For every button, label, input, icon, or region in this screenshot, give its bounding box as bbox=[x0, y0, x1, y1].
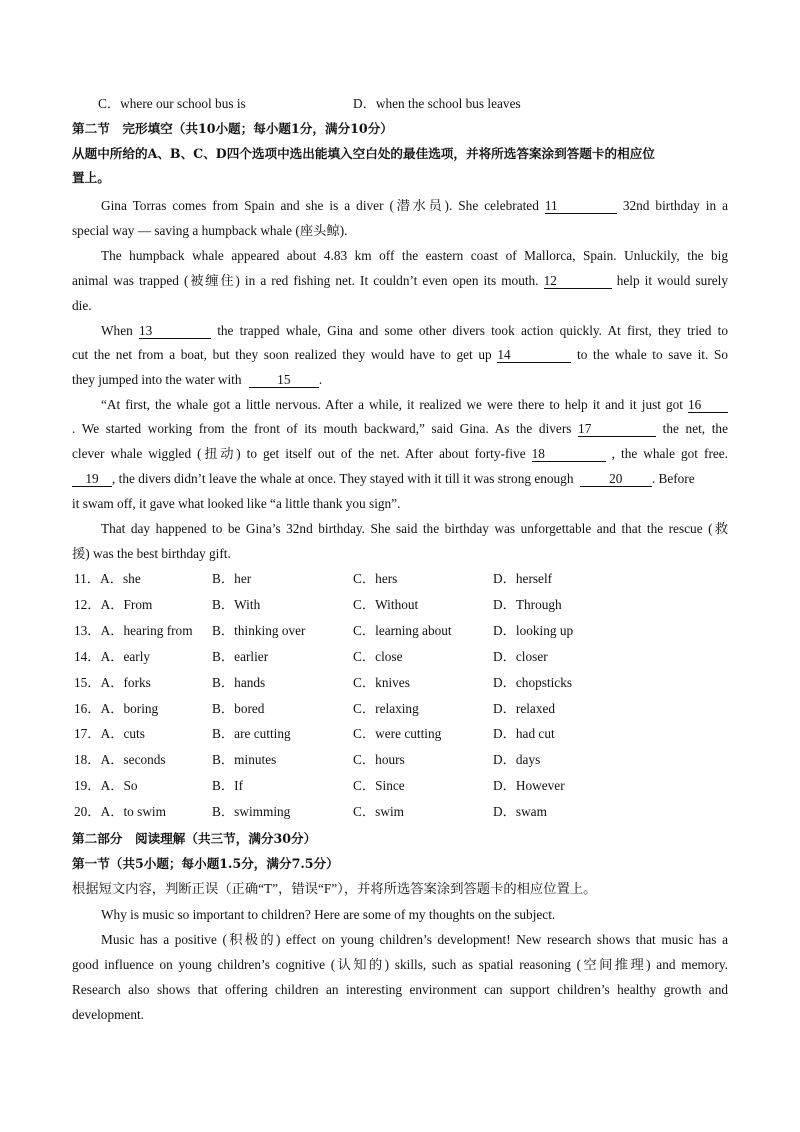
passage-line: 19 , the divers didn’t leave the whale at once. They stayed with it till it was strong enough 20 . Before bbox=[72, 471, 728, 487]
option-c: C．knives bbox=[353, 674, 410, 690]
part-heading: 第二部分 阅读理解（共三节，满分30分） bbox=[72, 831, 317, 846]
option-a: 16．A．boring bbox=[74, 700, 159, 716]
option-c: C．close bbox=[353, 648, 403, 664]
option-b: B．If bbox=[212, 778, 244, 794]
passage-line: cut the net from a boat, but they soon realized they would have to get up 14 to the whale to save it. So bbox=[72, 347, 728, 362]
passage-line: “At first, the whale got a little nervous. After a while, it realized we were there to help it and it just got 16 bbox=[101, 397, 728, 413]
option-b: B．are cutting bbox=[212, 726, 291, 742]
option-a: 12．A．From bbox=[74, 596, 153, 612]
option-a: 13．A．hearing from bbox=[74, 622, 193, 638]
prev-option-c: C．where our school bus is bbox=[98, 96, 246, 111]
reading-line: development. bbox=[72, 1007, 145, 1022]
blank-12: 12 bbox=[544, 274, 612, 289]
section-instruction: 从题中所给的A、B、C、D四个选项中选出能填入空白处的最佳选项，并将所选答案涂到答题卡的相应位 bbox=[72, 146, 655, 161]
option-b: B．bored bbox=[212, 700, 265, 716]
section-heading: 第二节 完形填空（共10小题；每小题1分，满分10分） bbox=[72, 121, 393, 136]
option-d: D．chopsticks bbox=[493, 674, 573, 690]
option-a: 19．A．So bbox=[74, 778, 138, 794]
option-c: C．Without bbox=[353, 596, 419, 612]
option-c: C．relaxing bbox=[353, 700, 419, 716]
option-c: C．swim bbox=[353, 804, 404, 820]
blank-11: 11 bbox=[545, 199, 617, 214]
option-d: D．days bbox=[493, 752, 541, 768]
option-c: C．were cutting bbox=[353, 726, 442, 742]
option-a: 11．A．she bbox=[74, 571, 141, 586]
passage-line: 援) was the best birthday gift. bbox=[72, 546, 231, 561]
option-b: B．minutes bbox=[212, 752, 277, 768]
passage-line: die. bbox=[72, 298, 92, 313]
blank-17: 17 bbox=[578, 422, 656, 437]
reading-line: Music has a positive (积极的) effect on young children’s development! New research shows that music has a bbox=[101, 932, 728, 947]
blank-20: 20 bbox=[580, 472, 652, 487]
option-d: D．relaxed bbox=[493, 700, 556, 716]
blank-13: 13 bbox=[139, 324, 211, 339]
blank-18: 18 bbox=[532, 447, 606, 462]
blank-19: 19 bbox=[72, 472, 112, 487]
option-d: D．swam bbox=[493, 804, 547, 820]
option-c: C．Since bbox=[353, 778, 405, 794]
option-a: 20．A．to swim bbox=[74, 804, 166, 820]
passage-line: . We started working from the front of its mouth backward,” said Gina. As the divers 17 the net, the bbox=[72, 421, 728, 436]
blank-14: 14 bbox=[497, 348, 571, 363]
option-b: B．swimming bbox=[212, 804, 291, 820]
passage-line: animal was trapped (被缠住) in a red fishing net. It couldn’t even open its mouth. 12 help it would surely bbox=[72, 273, 728, 288]
reading-instruction: 根据短文内容，判断正误（正确“T”，错误“F”），并将所选答案涂到答题卡的相应位置上。 bbox=[72, 881, 597, 896]
passage-line: When 13 the trapped whale, Gina and some other divers took action quickly. At first, they tried to bbox=[101, 323, 729, 338]
option-a: 17．A．cuts bbox=[74, 726, 145, 742]
option-c: C．hours bbox=[353, 752, 405, 768]
option-c: C．hers bbox=[353, 571, 398, 586]
option-c: C．learning about bbox=[353, 622, 452, 638]
option-d: D．had cut bbox=[493, 726, 555, 742]
reading-line: Research also shows that offering children an interesting environment can support children’s healthy growth and bbox=[72, 982, 728, 997]
prev-option-d: D．when the school bus leaves bbox=[353, 96, 521, 111]
option-b: B．hands bbox=[212, 674, 266, 690]
option-d: D．closer bbox=[493, 648, 548, 664]
blank-16: 16 bbox=[688, 398, 728, 413]
option-d: D．looking up bbox=[493, 622, 574, 638]
reading-line: good influence on young children’s cognitive (认知的) skills, such as spatial reasoning (空间推理) and memory. bbox=[72, 957, 728, 972]
reading-line: Why is music so important to children? Here are some of my thoughts on the subject. bbox=[101, 907, 556, 922]
option-a: 18．A．seconds bbox=[74, 752, 166, 768]
passage-line: That day happened to be Gina’s 32nd birthday. She said the birthday was unforgettable and that the rescue (救 bbox=[101, 521, 728, 536]
option-a: 14．A．early bbox=[74, 648, 151, 664]
passage-line: it swam off, it gave what looked like “a little thank you sign”. bbox=[72, 496, 401, 511]
option-b: B．earlier bbox=[212, 648, 269, 664]
option-d: D．Through bbox=[493, 596, 562, 612]
option-b: B．thinking over bbox=[212, 622, 306, 638]
passage-line: special way — saving a humpback whale (座头鲸). bbox=[72, 223, 348, 238]
section-instruction-cont: 置上。 bbox=[72, 170, 110, 185]
passage-line: clever whale wiggled (扭动) to get itself out of the net. After about forty-five 18 , the whale got free. bbox=[72, 446, 729, 461]
option-b: B．With bbox=[212, 596, 261, 612]
blank-15: 15 bbox=[249, 373, 319, 388]
option-d: D．However bbox=[493, 778, 565, 794]
passage-line: they jumped into the water with 15 . bbox=[72, 372, 323, 387]
passage-line: Gina Torras comes from Spain and she is a diver (潜水员). She celebrated 11 32nd birthday in a bbox=[101, 198, 728, 213]
option-d: D．herself bbox=[493, 571, 553, 586]
sub-section-heading: 第一节（共5小题；每小题1.5分，满分7.5分） bbox=[72, 856, 339, 871]
passage-line: The humpback whale appeared about 4.83 km off the eastern coast of Mallorca, Spain. Unluckily, the big bbox=[101, 248, 728, 263]
option-a: 15．A．forks bbox=[74, 674, 151, 690]
option-b: B．her bbox=[212, 571, 252, 586]
